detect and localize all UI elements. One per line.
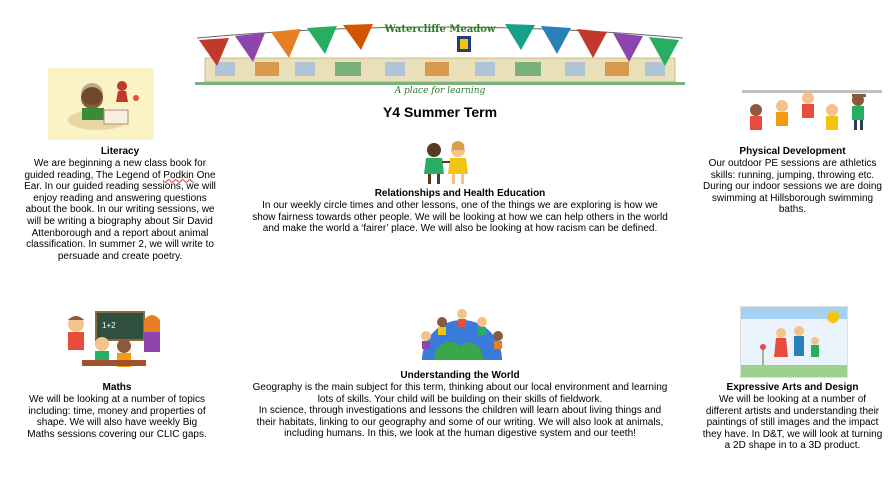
maths-title: Maths [102, 382, 132, 393]
physical-section [700, 146, 885, 216]
child-reading-illustration [48, 68, 154, 140]
literacy-title: Literacy [100, 146, 140, 157]
world-section [250, 370, 670, 440]
literacy-body-podkin: Podkin [163, 169, 194, 181]
maths-body: We will be looking at a number of topics including: time, money and properties of shape. We will also have weekly Big Maths sessions covering our CLIC gaps. [27, 394, 207, 440]
relationships-title: Relationships and Health Education [374, 188, 546, 199]
arts-section [700, 382, 885, 452]
literacy-body [20, 158, 220, 262]
svg-text:1+2: 1+2 [102, 321, 116, 330]
world-title: Understanding the World [400, 370, 520, 381]
school-name: Watercliffe Meadow [384, 24, 496, 35]
literacy-section [20, 146, 220, 262]
literacy-body-part-2: One Ear. In our guided reading sessions, we will enjoy reading and answering questions about the book. In our writing sessions, we will be writing a biography about Sir David Attenborough and a report about animal classification. In summer 2, we will write to persuade and create poetry. [24, 169, 216, 262]
physical-body: Our outdoor PE sessions are athletics skills: running, jumping, throwing etc. During our indoor sessions we are doing swimming at Hillsborough swimming baths. [703, 158, 882, 216]
children-at-blackboard-illustration [62, 308, 166, 374]
school-tagline: A place for learning [394, 86, 486, 96]
world-body-2: In science, through investigations and lessons the children will learn about living things and their habitats, linking to our geography and some of our writing. We will also look at animals, including humans. In this, we look at the human digestive system and our teeth! [256, 405, 664, 440]
physical-title: Physical Development [739, 146, 846, 157]
literacy-body-part-1: We are beginning a new class book for guided reading, The Legend of [24, 158, 207, 181]
child-drawing-family-illustration [740, 306, 848, 378]
page-title: Y4 Summer Term [382, 104, 498, 120]
children-around-globe-illustration [414, 306, 510, 360]
two-children-illustration [416, 140, 476, 186]
arts-title: Expressive Arts and Design [726, 382, 859, 393]
relationships-body: In our weekly circle times and other lessons, one of the things we are exploring is how we show fairness towards other people. We will be looking at how we can help others in the world and make the world a ‘fairer’ place. We will also be looking at how racism can be defined. [252, 200, 668, 235]
relationships-section [250, 188, 670, 235]
children-exercising-illustration [742, 86, 882, 142]
world-body-1: Geography is the main subject for this term, thinking about our local environment and learning lots of skills. Your child will be building on their skills of fieldwork. [252, 382, 668, 405]
arts-body: We will be looking at a number of different artists and understanding their paintings of still images and the impact they have. In D&T, we will look at turning a 2D shape in to a 3D product. [702, 394, 883, 452]
maths-section [22, 382, 212, 440]
